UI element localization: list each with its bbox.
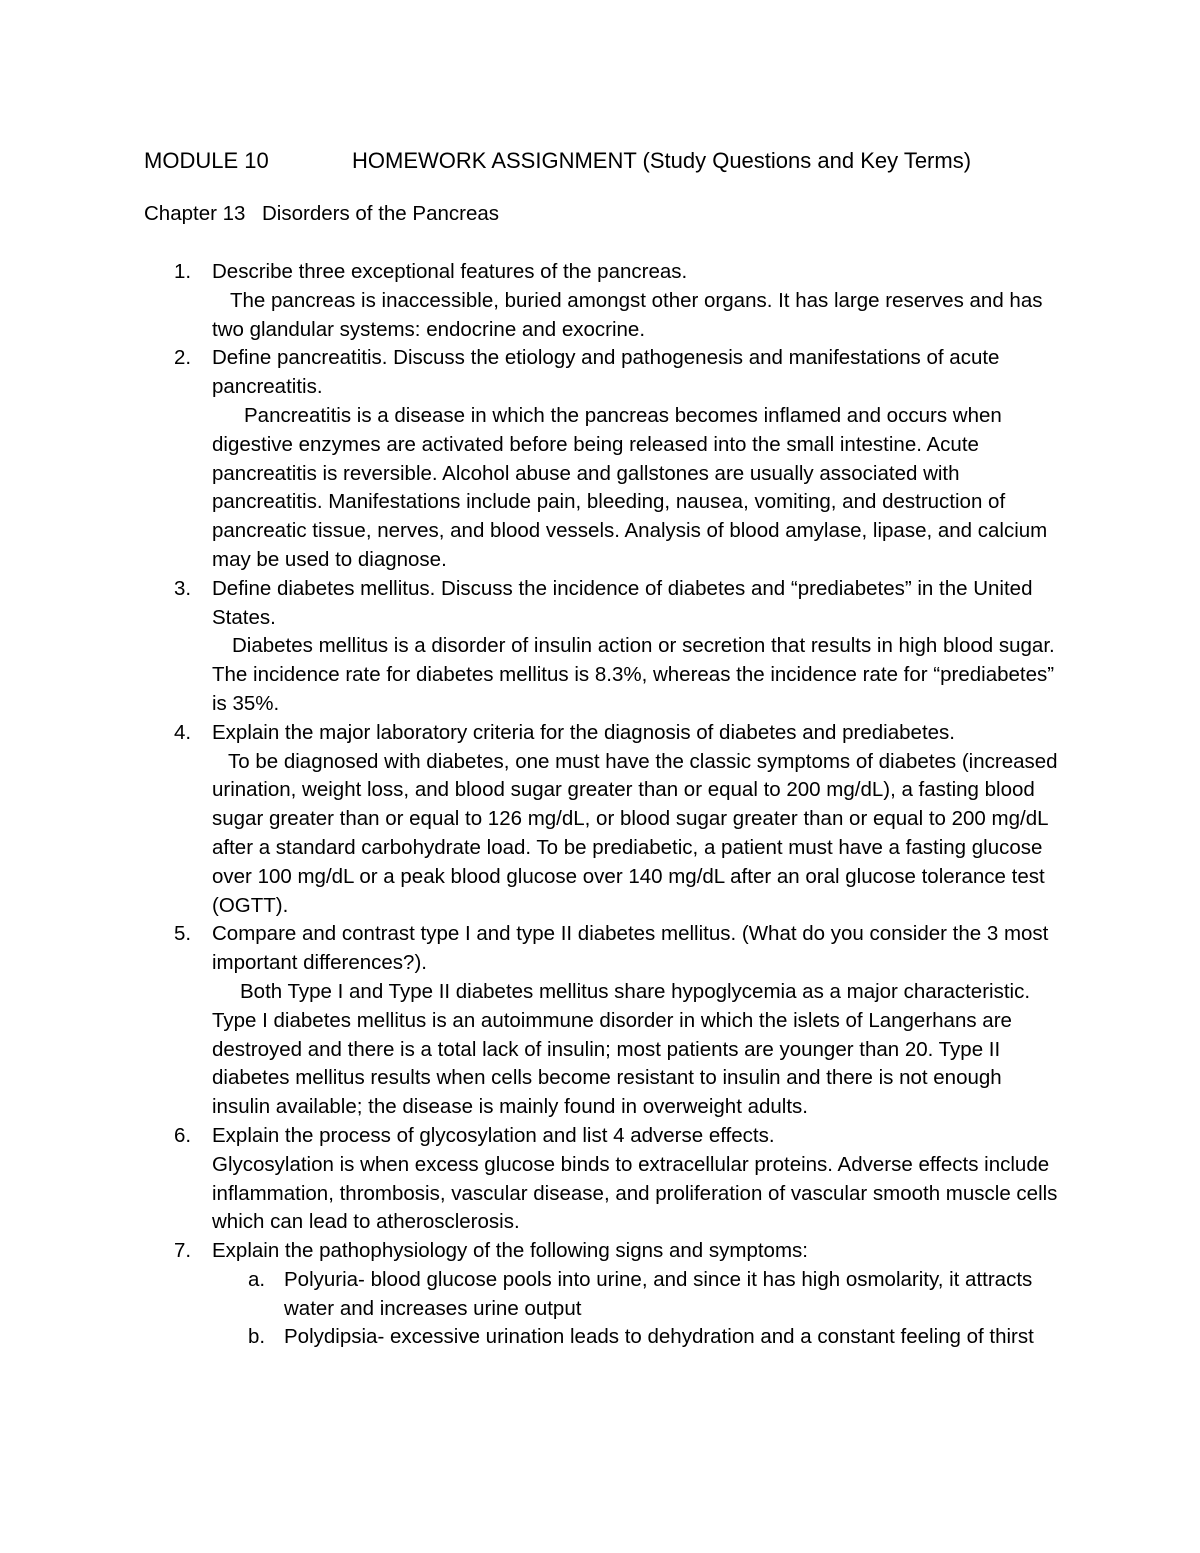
answer-text: Both Type I and Type II diabetes mellitus share hypoglycemia as a major characteristic. Type I diabetes mellitus is an autoimmune disorder in which the islets of Langerhans are destroyed and there is a total lack of insulin; most patients are younger than 20. Type II diabetes mellitus results when cells become resistant to insulin and there is not enough insulin available; the disease is mainly found in overweight adults. [212,979,1031,1119]
page-header [144,144,971,178]
answer-text: Diabetes mellitus is a disorder of insulin action or secretion that results in high blood sugar. The incidence rate for diabetes mellitus is 8.3%, whereas the incidence rate for “prediabetes” is 35%. [212,634,1055,715]
question-number: 2. [174,346,192,370]
question-number: 7. [174,1239,192,1263]
subitem-letter: a. [248,1267,266,1291]
question-item-4 [144,719,1064,921]
question-item-3 [144,575,1064,719]
answer-text: Pancreatitis is a disease in which the pancreas becomes inflamed and occurs when digestive enzymes are activated before being released into the small intestine. Acute pancreatitis is reversible. Alcohol abuse and gallstones are usually associated with pancreatitis. Manifestations include pain, bleeding, nausea, vomiting, and destruction of pancreatic tissue, nerves, and blood vessels. Analysis of blood amylase, lipase, and calcium may be used to diagnose. [212,403,1048,571]
subitem-text: Polydipsia- excessive urination leads to dehydration and a constant feeling of thirst [284,1325,1034,1349]
question-item-1 [144,258,1064,344]
module-label: MODULE 10 [144,148,269,173]
question-item-6 [144,1122,1064,1237]
question-text: Explain the process of glycosylation and list 4 adverse effects. [212,1123,775,1147]
question-text: Define pancreatitis. Discuss the etiology and pathogenesis and manifestations of acute pancreatitis. [212,346,1000,399]
question-item-7 [144,1237,1064,1352]
chapter-heading [144,200,499,229]
subitem-a [212,1266,1064,1324]
question-number: 1. [174,260,192,283]
question-number: 4. [174,720,192,744]
chapter-title: Disorders of the Pancreas [262,202,500,225]
answer-text: The pancreas is inaccessible, buried amongst other organs. It has large reserves and has two glandular systems: endocrine and exocrine. [212,288,1043,341]
subitem-b [212,1323,1064,1352]
answer-text: Glycosylation is when excess glucose binds to extracellular proteins. Adverse effects include inflammation, thrombosis, vascular disease, and proliferation of vascular smooth muscle cells which can lead to atherosclerosis. [212,1152,1058,1234]
question-text: Explain the major laboratory criteria for the diagnosis of diabetes and prediabetes. [212,720,955,744]
question-number: 3. [174,576,192,600]
question-text: Compare and contrast type I and type II diabetes mellitus. (What do you consider the 3 most important differences?). [212,922,1049,975]
chapter-number: Chapter 13 [144,202,246,225]
question-text: Explain the pathophysiology of the following signs and symptoms: [212,1239,808,1263]
answer-text: To be diagnosed with diabetes, one must have the classic symptoms of diabetes (increased urination, weight loss, and blood sugar greater than or equal to 200 mg/dL), a fasting blood sugar greater than or equal to 126 mg/dL, or blood sugar greater than or equal to 200 mg/dL after a standard carbohydrate load. To be prediabetic, a patient must have a fasting glucose over 100 mg/dL or a peak blood glucose over 140 mg/dL after an oral glucose tolerance test (OGTT). [212,749,1058,917]
subitem-letter: b. [248,1325,266,1349]
question-list [144,258,1064,1352]
subitem-text: Polyuria- blood glucose pools into urine, and since it has high osmolarity, it attracts water and increases urine output [284,1267,1033,1320]
question-text: Describe three exceptional features of the pancreas. [212,260,688,283]
question-text: Define diabetes mellitus. Discuss the incidence of diabetes and “prediabetes” in the United States. [212,576,1033,629]
symptom-sublist [212,1266,1064,1352]
question-number: 5. [174,922,192,946]
question-item-2 [144,344,1064,574]
question-item-5 [144,920,1064,1122]
assignment-title: HOMEWORK ASSIGNMENT (Study Questions and Key Terms) [352,148,972,173]
question-number: 6. [174,1123,192,1147]
